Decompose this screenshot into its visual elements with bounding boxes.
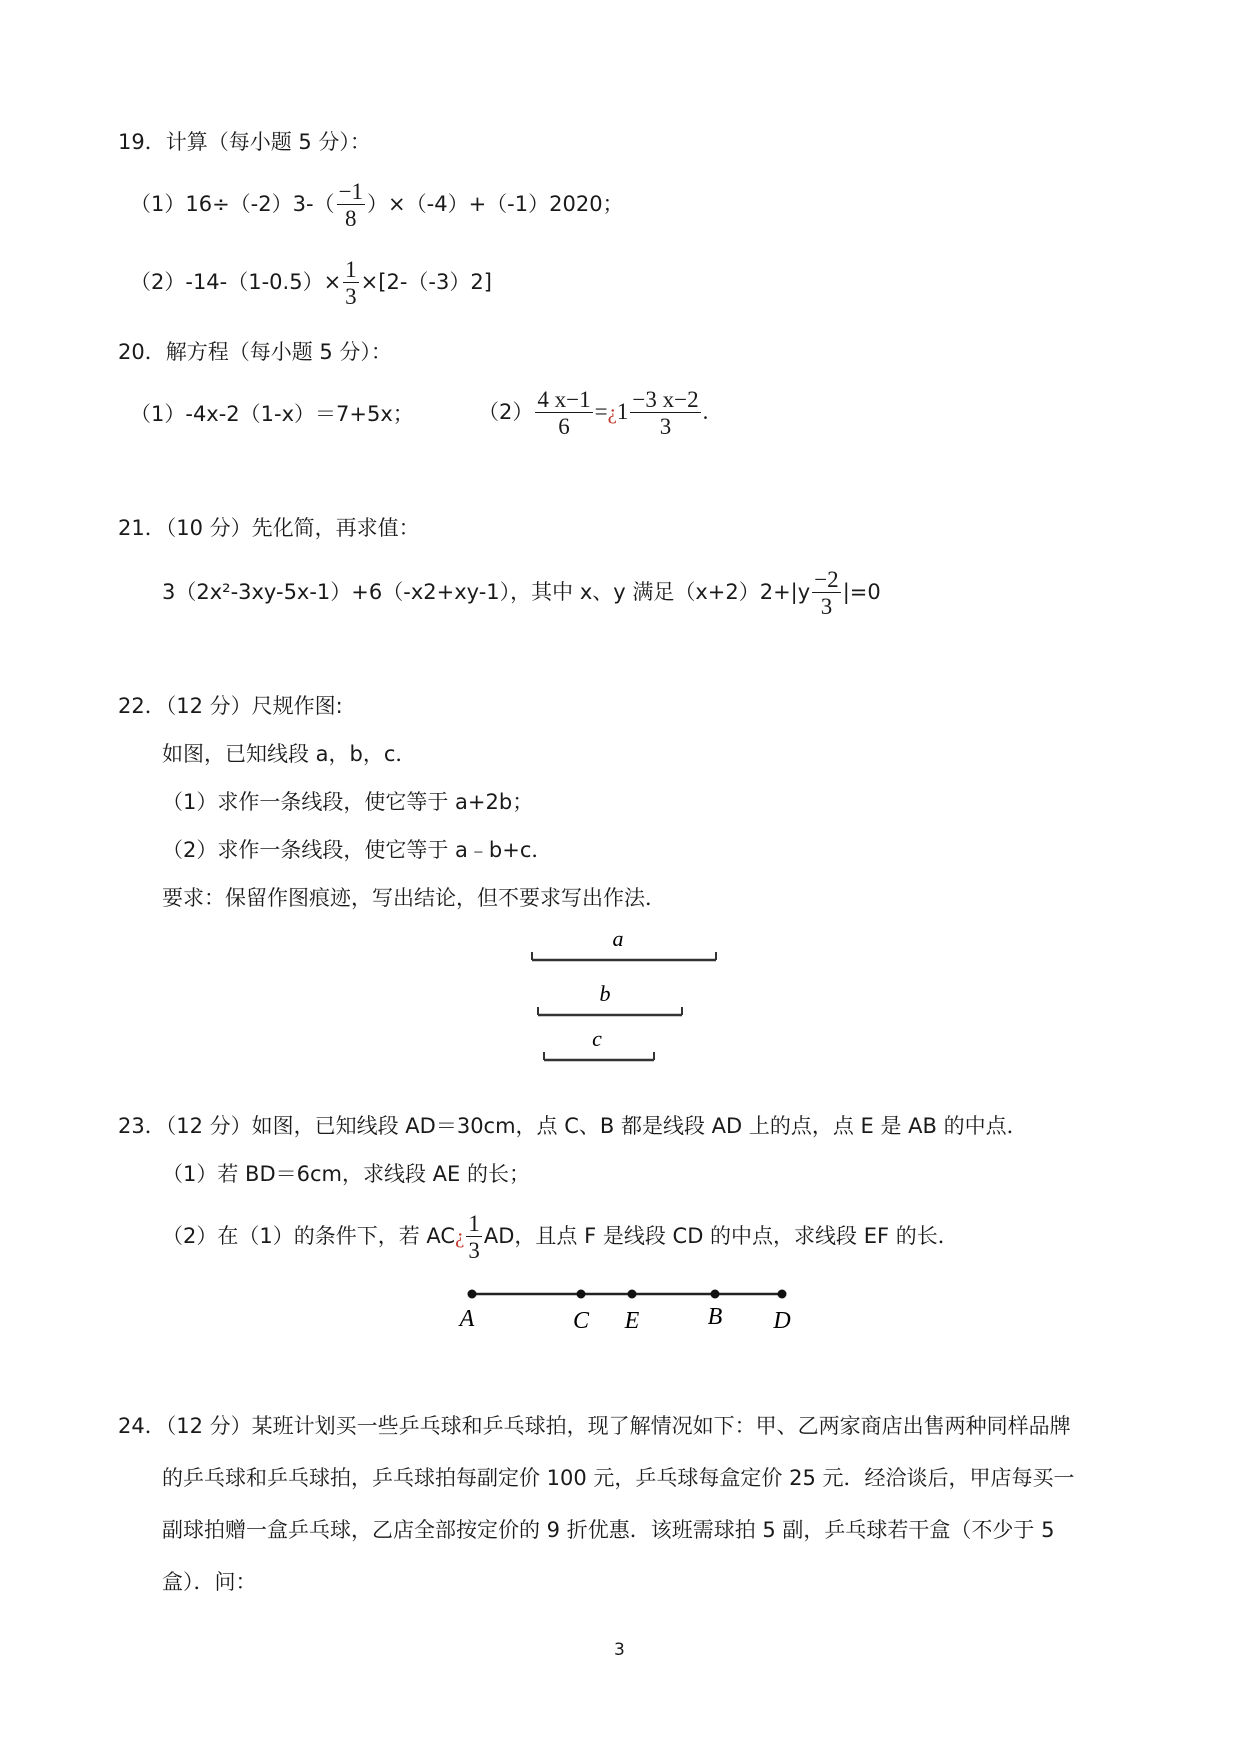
q23-line-figure — [450, 1280, 810, 1340]
fraction-denominator: 3 — [468, 1238, 480, 1263]
encoding-glitch-mark: ¿ — [607, 400, 617, 424]
fraction-numerator: −3 x−2 — [632, 387, 699, 412]
fraction-denominator: 3 — [345, 284, 357, 309]
segment-b-label: b — [599, 981, 611, 1006]
q19-part1-fraction — [337, 180, 365, 230]
point-e — [624, 1290, 640, 1335]
q19-part1-text-b: ）×（-4）+（-1）2020； — [367, 192, 624, 216]
q19-part1-text-a: （1）16÷（-2）3-（ — [130, 192, 335, 216]
page-number: 3 — [614, 1640, 625, 1660]
q20-part1: （1）-4x-2（1-x）＝7+5x； — [130, 402, 414, 426]
q19-part1 — [130, 180, 624, 230]
point-e-label: E — [624, 1308, 640, 1334]
segment-b — [538, 981, 682, 1015]
q20-part2-label: （2） — [478, 400, 534, 424]
q22-title: 22．（12 分）尺规作图: — [118, 694, 343, 718]
q24-line-3: 副球拍赠一盒乒乓球，乙店全部按定价的 9 折优惠．该班需球拍 5 副，乒乓球若干盒（不少于 5 — [162, 1518, 1055, 1542]
q21-expression — [162, 568, 881, 618]
fraction-denominator: 3 — [820, 594, 833, 619]
q24-line-4: 盒）．问： — [162, 1570, 257, 1594]
q21-title: 21．（10 分）先化简，再求值： — [118, 516, 420, 540]
point-a-label: A — [459, 1306, 475, 1332]
segment-a — [532, 926, 716, 960]
encoding-glitch-mark: ¿ — [455, 1224, 465, 1248]
point-d-label: D — [773, 1308, 791, 1334]
q23-part2-text-a: （2）在（1）的条件下，若 AC — [162, 1224, 456, 1248]
q21-text-b: |=0 — [842, 580, 881, 604]
q19-part2 — [130, 258, 492, 308]
fraction-numerator: 1 — [468, 1211, 480, 1236]
constant-one: 1 — [616, 399, 629, 424]
fraction-numerator: −2 — [814, 567, 839, 592]
segment-c — [544, 1026, 654, 1060]
q20-title: 20．解方程（每小题 5 分）： — [118, 340, 392, 364]
q22-part2: （2）求作一条线段，使它等于 a﹣b+c． — [162, 838, 553, 862]
q21-fraction — [812, 568, 840, 618]
period: . — [702, 399, 709, 424]
fraction-denominator: 8 — [345, 206, 357, 231]
q24-line-2: 的乒乓球和乒乓球拍，乒乓球拍每副定价 100 元，乒乓球每盒定价 25 元．经洽谈后，甲店每买一 — [162, 1466, 1075, 1490]
point-a — [458, 1290, 477, 1333]
fraction-numerator: 4 x−1 — [537, 387, 591, 412]
q23-title: 23．（12 分）如图，已知线段 AD＝30cm，点 C、B 都是线段 AD 上的点，点 E 是 AB 的中点． — [118, 1114, 1028, 1138]
fraction-numerator: 1 — [345, 257, 357, 282]
q23-part2 — [162, 1212, 959, 1262]
q23-part2-text-b: AD，且点 F 是线段 CD 的中点，求线段 EF 的长． — [483, 1224, 959, 1248]
fraction-denominator: 3 — [659, 414, 672, 439]
point-b-label: B — [707, 1304, 723, 1330]
point-b — [708, 1290, 723, 1331]
equals-sign: = — [594, 399, 608, 424]
segment-a-label: a — [612, 926, 624, 951]
point-c — [573, 1290, 590, 1335]
q24-line-1: 24．（12 分）某班计划买一些乒乓球和乒乓球拍，现了解情况如下：甲、乙两家商店出售两种同样品牌 — [118, 1414, 1071, 1438]
point-c-label: C — [572, 1308, 590, 1334]
q20-fraction-left — [535, 388, 592, 438]
q19-part2-text-b: ×[2-（-3）2] — [360, 270, 492, 294]
fraction-numerator: −1 — [338, 179, 364, 204]
q22-part1: （1）求作一条线段，使它等于 a+2b； — [162, 790, 534, 814]
q19-title: 19．计算（每小题 5 分）： — [118, 130, 371, 154]
q20-part2 — [478, 388, 708, 438]
fraction-denominator: 6 — [558, 414, 570, 439]
q22-segments-figure — [520, 920, 730, 1070]
q22-intro: 如图，已知线段 a，b，c． — [162, 742, 417, 766]
q23-fraction — [466, 1212, 482, 1262]
point-d — [772, 1290, 790, 1335]
q19-part2-fraction — [343, 258, 359, 308]
segment-c-label: c — [592, 1026, 602, 1051]
q20-fraction-right — [630, 388, 700, 438]
q21-text-a: 3（2x²-3xy-5x-1）+6（-x2+xy-1），其中 x、y 满足（x+2）2+|y — [162, 580, 811, 604]
q19-part2-text-a: （2）-14-（1-0.5）× — [130, 270, 342, 294]
q22-requirement: 要求：保留作图痕迹，写出结论，但不要求写出作法． — [162, 886, 666, 910]
q23-part1: （1）若 BD＝6cm，求线段 AE 的长； — [162, 1162, 530, 1186]
